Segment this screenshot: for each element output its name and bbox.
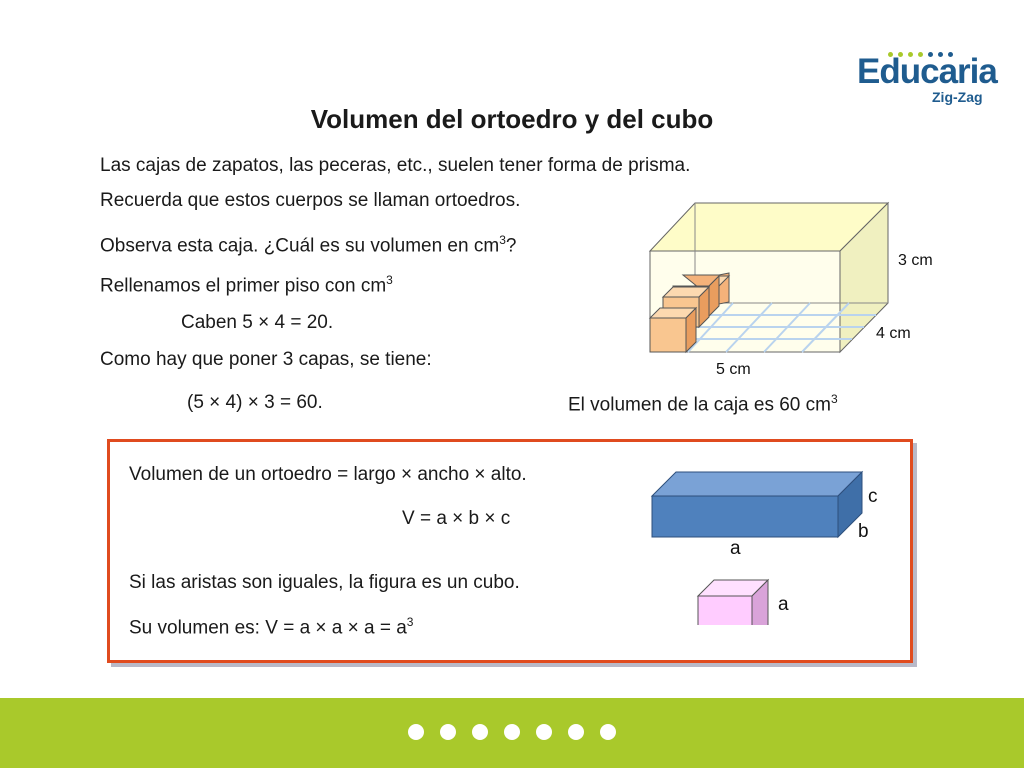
box-depth-label: 4 cm [876, 325, 911, 342]
prism-diagram [640, 465, 900, 625]
volume-formula: V = a × b × c [402, 508, 511, 529]
cube-definition: Si las aristas son iguales, la figura es un cubo. [129, 572, 520, 593]
box-height-label: 3 cm [898, 252, 933, 269]
intro-line-1: Las cajas de zapatos, las peceras, etc., suelen tener forma de prisma. [100, 155, 691, 176]
logo-tagline: Zig-Zag [932, 89, 983, 105]
prism-label-c: c [868, 486, 878, 507]
calc-line: (5 × 4) × 3 = 60. [187, 392, 323, 413]
fits-line: Caben 5 × 4 = 20. [181, 312, 334, 333]
footer-dots [408, 724, 632, 745]
volume-definition: Volumen de un ortoedro = largo × ancho × alto. [129, 464, 527, 485]
cube-label-a: a [778, 594, 789, 615]
prism-top-face [652, 472, 862, 496]
box-width-label: 5 cm [716, 361, 751, 378]
page-title: Volumen del ortoedro y del cubo [310, 104, 714, 134]
fill-line: Rellenamos el primer piso con $cm^3$ [100, 273, 393, 297]
logo-name: Educaria [857, 52, 997, 91]
result-line: El volumen de la caja es 60 $cm^3$ [568, 392, 838, 416]
cube-front-face [698, 596, 752, 625]
prism-label-b: b [858, 521, 869, 542]
prism-front-face [652, 496, 838, 537]
cube-volume-line: Su volumen es: $V = a \times a \times a = a^3$ [129, 615, 414, 639]
logo-dots [888, 44, 968, 52]
layers-line: Como hay que poner 3 capas, se tiene: [100, 349, 432, 370]
box-diagram [630, 195, 970, 385]
intro-line-2: Recuerda que estos cuerpos se llaman ortoedros. [100, 190, 521, 211]
observe-line: Observa esta caja. ¿Cuál es su volumen en $cm^3$? [100, 233, 517, 257]
prism-label-a: a [730, 538, 741, 559]
